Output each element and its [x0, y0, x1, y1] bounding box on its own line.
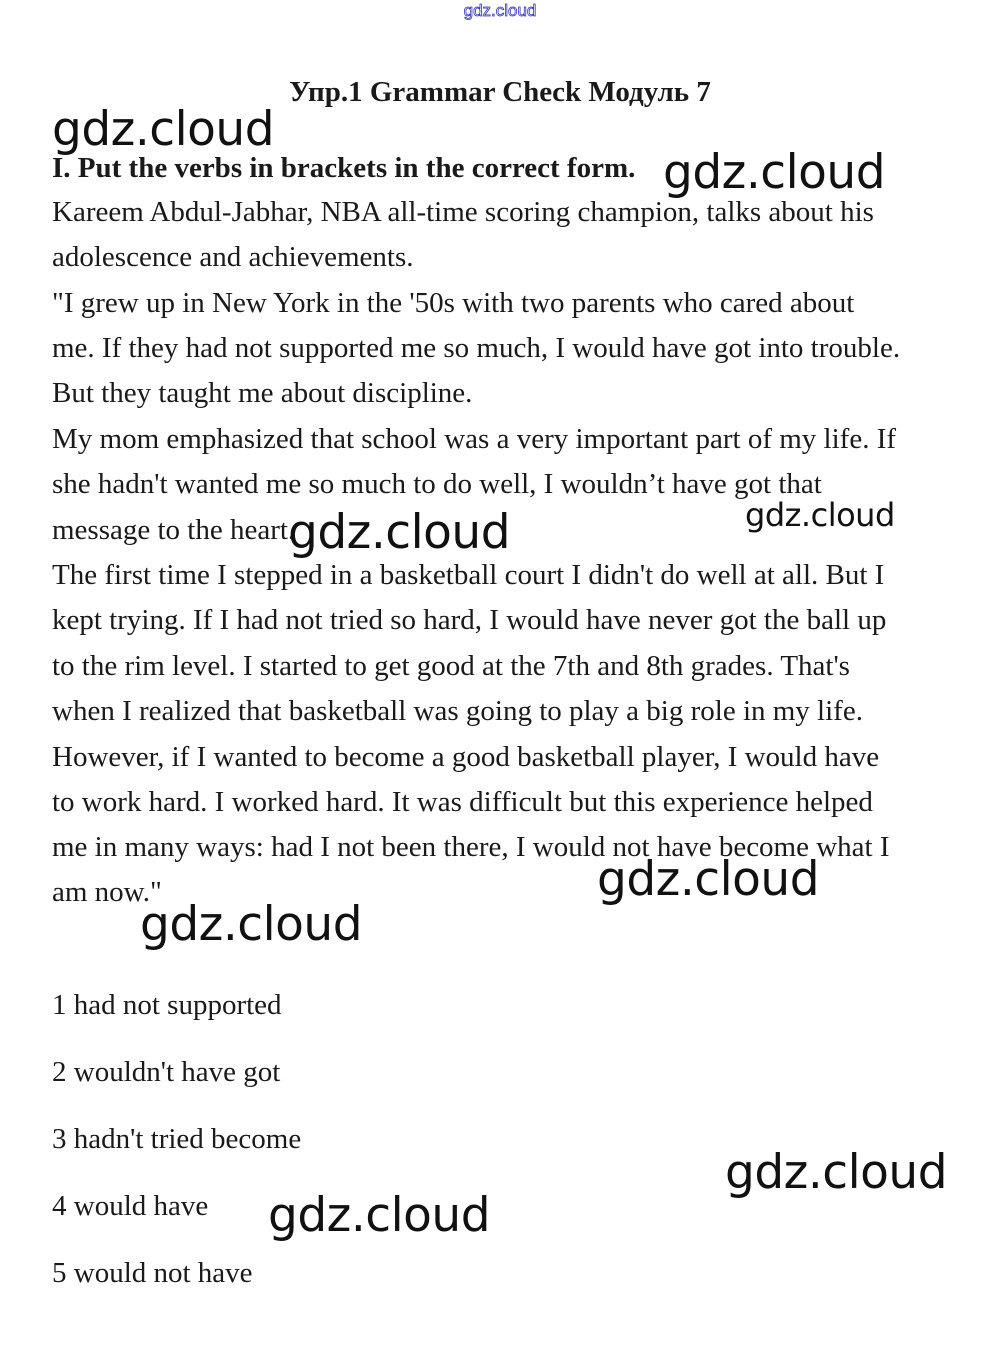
text-line: message to the heart.	[52, 514, 296, 546]
text-line: Kareem Abdul-Jabhar, NBA all-time scoring champion, talks about his	[52, 196, 874, 228]
page-title: Упр.1 Grammar Check Модуль 7	[289, 76, 711, 108]
watermark: gdz.cloud	[725, 1145, 948, 1200]
watermark: gdz.cloud	[268, 1188, 491, 1243]
text-line: But they taught me about discipline.	[52, 377, 473, 409]
task-heading: I. Put the verbs in brackets in the correct form.	[52, 152, 636, 184]
answer-item: 5 would not have	[52, 1257, 253, 1289]
text-line: kept trying. If I had not tried so hard, I would have never got the ball up	[52, 604, 887, 636]
answer-item: 2 wouldn't have got	[52, 1056, 281, 1088]
text-line: adolescence and achievements.	[52, 241, 414, 273]
text-line: me in many ways: had I not been there, I would not have become what I	[52, 831, 890, 863]
text-line: to the rim level. I started to get good at the 7th and 8th grades. That's	[52, 650, 850, 682]
text-line: to work hard. I worked hard. It was difficult but this experience helped	[52, 786, 873, 818]
text-line: when I realized that basketball was going to play a big role in my life.	[52, 695, 863, 727]
text-line: My mom emphasized that school was a very important part of my life. If	[52, 423, 897, 455]
watermark: gdz.cloud	[663, 145, 886, 200]
watermark: gdz.cloud	[597, 852, 820, 907]
answer-item: 1 had not supported	[52, 989, 282, 1021]
text-line: The first time I stepped in a basketball court I didn't do well at all. But I	[52, 559, 885, 591]
watermark: gdz.cloud	[52, 102, 275, 157]
text-line: am now."	[52, 876, 162, 908]
watermark: gdz.cloud	[288, 505, 511, 560]
text-line: "I grew up in New York in the '50s with two parents who cared about	[52, 287, 855, 319]
text-line: me. If they had not supported me so much, I would have got into trouble.	[52, 332, 901, 364]
watermark: gdz.cloud	[745, 496, 895, 534]
answer-item: 3 hadn't tried become	[52, 1123, 302, 1155]
text-line: she hadn't wanted me so much to do well, I wouldn’t have got that	[52, 468, 822, 500]
source-link[interactable]: gdz.cloud	[463, 1, 537, 20]
watermark: gdz.cloud	[140, 897, 363, 952]
answer-item: 4 would have	[52, 1190, 209, 1222]
text-line: However, if I wanted to become a good basketball player, I would have	[52, 741, 880, 773]
